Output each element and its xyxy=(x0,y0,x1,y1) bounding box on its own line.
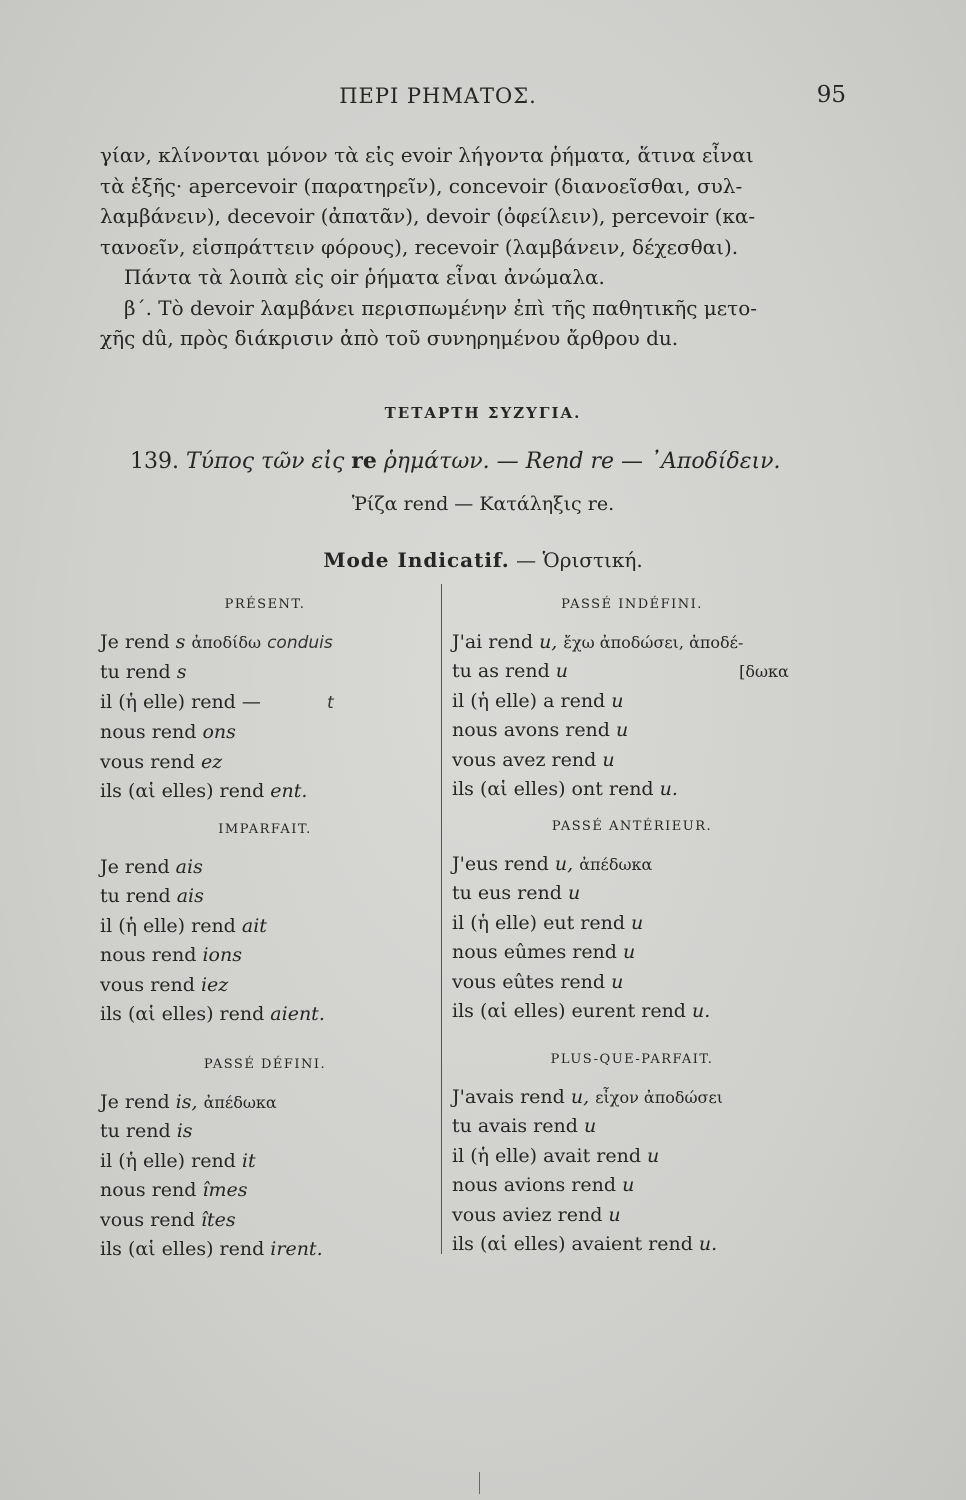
mode-dash: — xyxy=(516,548,537,572)
conjugation-row: Je rend s ἀποδίδω conduis xyxy=(100,630,333,653)
conjugation-row: nous rend ions xyxy=(100,944,242,966)
conjugation-row: tu rend ais xyxy=(100,885,204,907)
paradigm-heading xyxy=(130,448,810,474)
page-number: 95 xyxy=(816,82,846,108)
conjugation-row: vous aviez rend u xyxy=(452,1203,621,1226)
tense-passe-anterieur xyxy=(452,812,812,1027)
mode-french: Mode Indicatif. xyxy=(323,548,510,572)
tense-title: PASSÉ INDÉFINI. xyxy=(561,597,703,612)
section-title: ΤΕΤΑΡΤΗ ΣΥΖΥΓΙΑ. xyxy=(384,404,582,422)
intro-line: τανοεῖν, εἰσπράττειν φόρους), recevoir (λαμβάνειν, δέχεσθαι). xyxy=(100,234,739,259)
conjugation-row: nous eûmes rend u xyxy=(452,941,636,963)
page-header xyxy=(100,82,846,114)
tense-title: PLUS-QUE-PARFAIT. xyxy=(550,1052,714,1067)
conjugation-row: Je rend ais xyxy=(100,855,203,878)
column-divider xyxy=(441,584,442,1254)
tense-title: PASSÉ ANTÉRIEUR. xyxy=(551,819,713,834)
conjugation-row: J'ai rend u, ἔχω ἀποδώσει, ἀποδέ- xyxy=(452,630,744,653)
conjugation-row: ils (αἱ elles) avaient rend u. xyxy=(452,1233,718,1255)
conjugation-row: tu as rend u [δωκα xyxy=(452,660,789,682)
ending-label: Κατάληξις xyxy=(479,493,582,515)
intro-paragraph xyxy=(100,140,790,354)
conjugation-row: il (ἡ elle) eut rend u xyxy=(452,911,644,934)
conjugation-row: il (ἡ elle) rend ait xyxy=(100,914,267,937)
intro-line: β΄. Τὸ devoir λαμβάνει περισπωμένην ἐπὶ τῆς παθητικῆς μετο- xyxy=(124,295,758,320)
conjugation-row: ils (αἱ elles) ont rend u. xyxy=(452,778,678,800)
conjugation-row: tu avais rend u xyxy=(452,1115,597,1137)
conjugation-row: il (ἡ elle) rend — t xyxy=(100,690,334,713)
bottom-mark xyxy=(479,1472,480,1494)
intro-line: γίαν, κλίνονται μόνον τὰ εἰς evoir λήγοντα ῥήματα, ἅτινα εἶναι xyxy=(100,143,754,167)
intro-line: Πάντα τὰ λοιπὰ εἰς oir ῥήματα εἶναι ἀνώμαλα. xyxy=(124,265,605,289)
conjugation-row: vous rend ez xyxy=(100,750,223,773)
mode-greek: Ὁριστική. xyxy=(542,548,643,572)
pencil-annotation: conduis xyxy=(267,632,333,653)
conjugation-row: il (ἡ elle) avait rend u xyxy=(452,1144,660,1167)
conjugation-row: il (ἡ elle) a rend u xyxy=(452,689,624,712)
root-value: rend xyxy=(403,493,449,515)
conjugation-row: vous rend îtes xyxy=(100,1208,236,1231)
type-greek: ᾿Αποδίδειν. xyxy=(650,449,781,474)
running-title: ΠΕΡΙ ΡΗΜΑΤΟΣ. xyxy=(339,84,537,108)
conjugation-row: vous eûtes rend u xyxy=(452,970,624,993)
intro-line: λαμβάνειν), decevoir (ἀπατᾶν), devoir (ὀφείλειν), percevoir (κα- xyxy=(100,204,756,228)
pencil-annotation: t xyxy=(326,692,334,713)
root-line xyxy=(0,493,966,515)
intro-line: τὰ ἑξῆς· apercevoir (παρατηρεῖν), concevoir (διανοεῖσθαι, συλ- xyxy=(100,173,743,198)
tense-plus-que-parfait xyxy=(452,1045,812,1260)
tense-imparfait xyxy=(100,815,430,1030)
conjugation-row: J'avais rend u, εἶχον ἀποδώσει xyxy=(452,1085,724,1108)
conjugation-row: tu rend s xyxy=(100,661,187,683)
conjugation-row: vous avez rend u xyxy=(452,748,615,771)
type-ending: re xyxy=(351,448,377,474)
root-label: Ῥίζα xyxy=(351,493,398,515)
conjugation-row: J'eus rend u, ἀπέδωκα xyxy=(452,852,653,875)
conjugation-row: ils (αἱ elles) eurent rend u. xyxy=(452,1000,711,1022)
ending-value: re. xyxy=(587,493,615,515)
intro-line: χῆς dû, πρὸς διάκρισιν ἀπὸ τοῦ συνηρημένου ἄρθρου du. xyxy=(100,326,679,350)
conjugation-row: nous avons rend u xyxy=(452,719,629,741)
type-dash: — xyxy=(621,449,643,474)
type-after: ῥημάτων. — xyxy=(383,449,519,474)
conjugation-row: tu rend is xyxy=(100,1120,193,1142)
tense-passe-indefini xyxy=(452,590,812,805)
type-french: Rend re xyxy=(525,449,614,474)
conjugation-row: Je rend is, ἀπέδωκα xyxy=(100,1090,277,1113)
conjugation-row: ils (αἱ elles) rend irent. xyxy=(100,1238,323,1260)
conjugation-row: ils (αἱ elles) rend ent. xyxy=(100,780,308,802)
conjugation-row: il (ἡ elle) rend it xyxy=(100,1149,256,1172)
conjugation-row: ils (αἱ elles) rend aient. xyxy=(100,1003,325,1025)
conjugation-row: tu eus rend u xyxy=(452,882,581,904)
conjugation-row: vous rend iez xyxy=(100,973,229,996)
mode-heading xyxy=(0,548,966,572)
paragraph-number: 139. xyxy=(130,449,179,474)
conjugation-row: nous rend îmes xyxy=(100,1179,248,1201)
tense-title: PRÉSENT. xyxy=(224,597,306,612)
tense-passe-defini xyxy=(100,1050,430,1265)
conjugation-row: nous rend ons xyxy=(100,721,236,743)
tense-present xyxy=(100,590,430,807)
tense-title: PASSÉ DÉFINI. xyxy=(203,1057,327,1072)
conjugation-row: nous avions rend u xyxy=(452,1174,635,1196)
type-label: Τύπος τῶν εἰς xyxy=(185,449,345,474)
root-dash: — xyxy=(454,493,474,515)
tense-title: IMPARFAIT. xyxy=(218,822,312,837)
